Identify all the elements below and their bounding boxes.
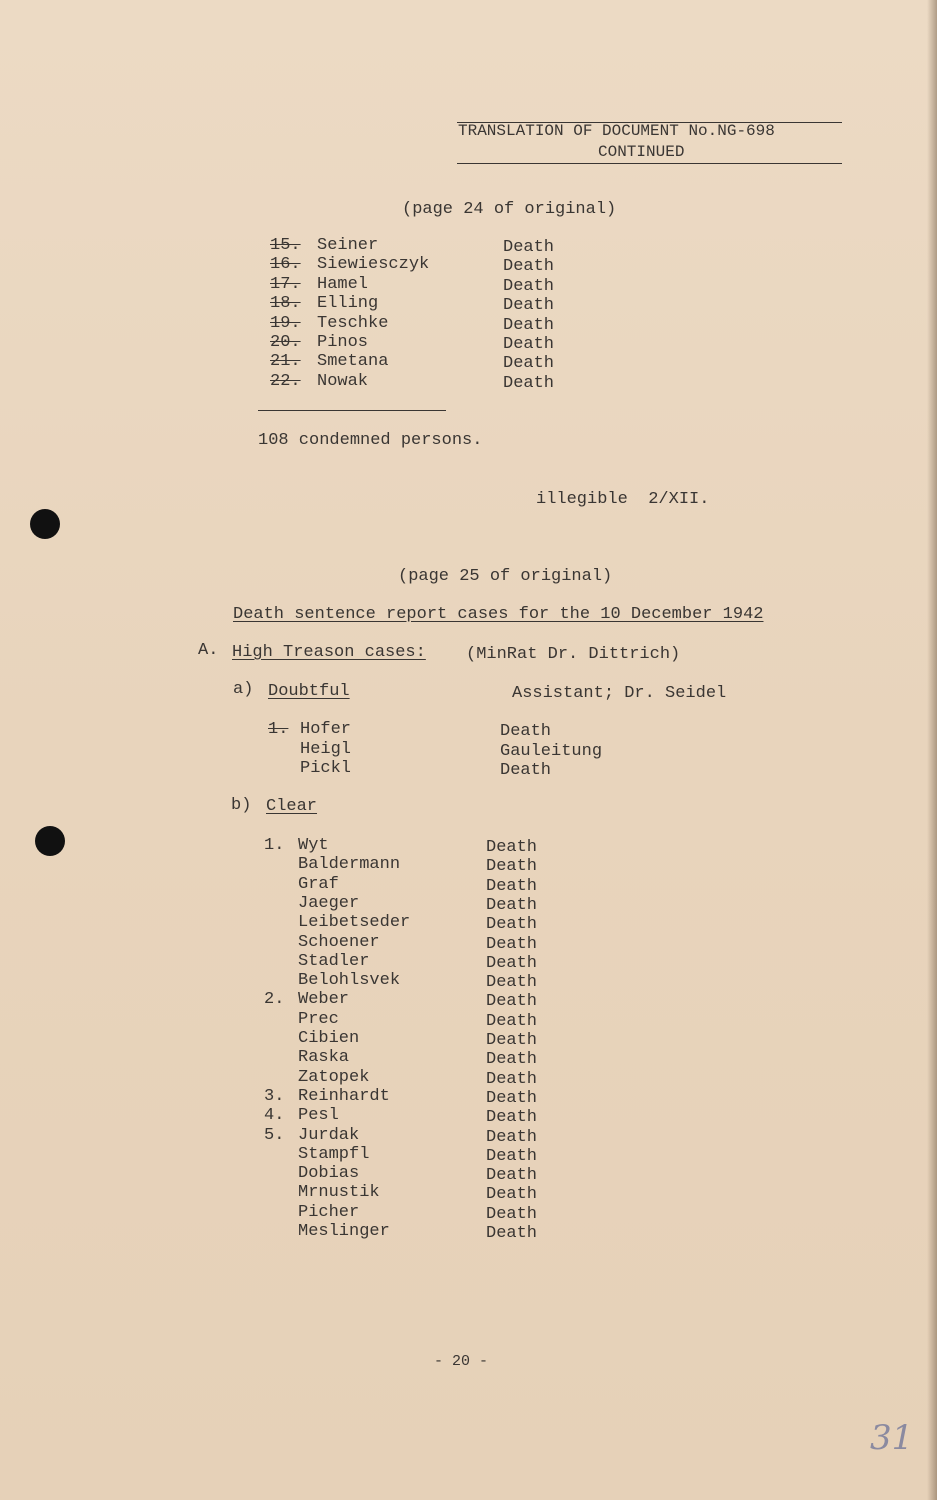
page24-entry-number: 18. xyxy=(270,294,301,314)
page24-entry-number: 17. xyxy=(270,274,301,294)
page24-entry-sentence: Death xyxy=(503,238,555,257)
clear-entry-sentence: Death xyxy=(486,1204,538,1224)
clear-entry-sentence: Death xyxy=(486,973,538,993)
doubtful-entry-number: 1. xyxy=(268,720,289,739)
handwritten-page-number: 31 xyxy=(870,1418,914,1458)
clear-entry-sentence: Death xyxy=(486,1185,538,1205)
page24-entry-sentence: Death xyxy=(503,373,555,393)
page24-entry-number: 15. xyxy=(270,236,301,255)
clear-entry-name: Mrnustik xyxy=(298,1183,380,1203)
clear-entry-name: Pesl xyxy=(298,1106,339,1126)
clear-entry-sentence: Death xyxy=(486,895,538,915)
page-number: - 20 - xyxy=(434,1353,489,1370)
page24-entry-name: Seiner xyxy=(317,236,379,255)
doubtful-assistant: Assistant; Dr. Seidel xyxy=(512,684,727,703)
page24-entry-number: 21. xyxy=(270,352,301,372)
header-subtitle: CONTINUED xyxy=(598,143,685,161)
page24-entry-sentence: Death xyxy=(503,354,555,374)
clear-entry-name: Reinhardt xyxy=(298,1086,390,1106)
page24-total: 108 condemned persons. xyxy=(258,431,483,450)
doubtful-entry-sentence: Gauleitung xyxy=(500,741,603,761)
clear-entry-name: Prec xyxy=(298,1009,339,1029)
clear-entry-name: Cibien xyxy=(298,1029,360,1048)
doubtful-marker: a) xyxy=(233,680,254,699)
clear-entry-name: Stampfl xyxy=(298,1144,370,1164)
header-title: TRANSLATION OF DOCUMENT No.NG-698 xyxy=(458,122,775,140)
doubtful-title: Doubtful xyxy=(268,682,350,701)
punch-hole-top xyxy=(30,509,60,539)
clear-entry-sentence: Death xyxy=(486,876,538,896)
clear-entry-name: Weber xyxy=(298,990,350,1010)
clear-entry-name: Belohlsvek xyxy=(298,971,401,991)
page24-signature: illegible 2/XII. xyxy=(536,490,710,509)
page24-label: (page 24 of original) xyxy=(402,200,617,219)
report-title: Death sentence report cases for the 10 December 1942 xyxy=(233,605,764,624)
page24-entry-sentence: Death xyxy=(503,315,555,335)
clear-entry-sentence: Death xyxy=(486,857,538,877)
clear-entry-sentence: Death xyxy=(486,838,538,857)
section-a-official: (MinRat Dr. Dittrich) xyxy=(466,645,681,664)
clear-entry-sentence: Death xyxy=(486,1069,538,1089)
page-edge-shadow xyxy=(927,0,937,1500)
page24-entry-name: Elling xyxy=(317,294,379,314)
clear-entry-name: Graf xyxy=(298,874,339,894)
clear-entry-number: 1. xyxy=(264,836,285,855)
clear-marker: b) xyxy=(231,796,252,815)
clear-entry-name: Wyt xyxy=(298,836,329,855)
clear-entry-sentence: Death xyxy=(486,992,538,1012)
clear-entry-name: Zatopek xyxy=(298,1067,370,1087)
page24-entry-name: Hamel xyxy=(317,274,369,294)
clear-entry-name: Picher xyxy=(298,1202,360,1222)
clear-entry-number: 3. xyxy=(264,1086,285,1106)
page24-entry-sentence: Death xyxy=(503,276,555,296)
clear-entry-sentence: Death xyxy=(486,1050,538,1070)
doubtful-entry-sentence: Death xyxy=(500,722,552,741)
clear-entry-name: Leibetseder xyxy=(298,913,411,933)
page24-total-rule xyxy=(258,410,446,411)
clear-entry-sentence: Death xyxy=(486,915,538,935)
clear-title: Clear xyxy=(266,797,318,816)
clear-entry-name: Raska xyxy=(298,1048,350,1068)
page24-entry-number: 20. xyxy=(270,333,301,352)
clear-entry-number: 2. xyxy=(264,990,285,1010)
section-a-marker: A. xyxy=(198,641,219,660)
clear-entry-name: Dobias xyxy=(298,1164,360,1184)
page24-entry-number: 16. xyxy=(270,255,301,275)
clear-entry-sentence: Death xyxy=(486,1146,538,1166)
clear-entry-name: Meslinger xyxy=(298,1222,390,1241)
doubtful-entry-name: Pickl xyxy=(300,759,352,778)
clear-entry-sentence: Death xyxy=(486,1011,538,1031)
page24-entry-name: Siewiesczyk xyxy=(317,255,430,275)
clear-entry-name: Jaeger xyxy=(298,893,360,913)
doubtful-entry-sentence: Death xyxy=(500,761,552,780)
doubtful-entry-name: Heigl xyxy=(300,739,352,759)
clear-entry-sentence: Death xyxy=(486,1224,538,1243)
page24-entry-name: Nowak xyxy=(317,371,369,391)
page24-entry-name: Smetana xyxy=(317,352,389,372)
clear-entry-name: Schoener xyxy=(298,932,380,952)
clear-entry-sentence: Death xyxy=(486,1166,538,1186)
page24-entry-sentence: Death xyxy=(503,335,555,354)
clear-entry-number: 5. xyxy=(264,1125,285,1145)
doubtful-entry-name: Hofer xyxy=(300,720,352,739)
clear-entry-name: Stadler xyxy=(298,951,370,971)
page24-entry-sentence: Death xyxy=(503,296,555,316)
section-a-title: High Treason cases: xyxy=(232,643,426,662)
clear-entry-sentence: Death xyxy=(486,953,538,973)
header-bottom-rule xyxy=(457,163,842,164)
page24-entry-number: 19. xyxy=(270,313,301,333)
punch-hole-bottom xyxy=(35,826,65,856)
clear-entry-sentence: Death xyxy=(486,1031,538,1050)
page24-entry-sentence: Death xyxy=(503,257,555,277)
clear-entry-sentence: Death xyxy=(486,1088,538,1108)
page24-entry-name: Pinos xyxy=(317,333,369,352)
clear-entry-sentence: Death xyxy=(486,1127,538,1147)
clear-entry-name: Jurdak xyxy=(298,1125,360,1145)
page24-entry-name: Teschke xyxy=(317,313,389,333)
clear-entry-sentence: Death xyxy=(486,1108,538,1128)
page24-entry-number: 22. xyxy=(270,371,301,391)
clear-entry-number: 4. xyxy=(264,1106,285,1126)
page25-label: (page 25 of original) xyxy=(398,567,613,586)
clear-entry-name: Baldermann xyxy=(298,855,401,875)
clear-entry-sentence: Death xyxy=(486,934,538,954)
